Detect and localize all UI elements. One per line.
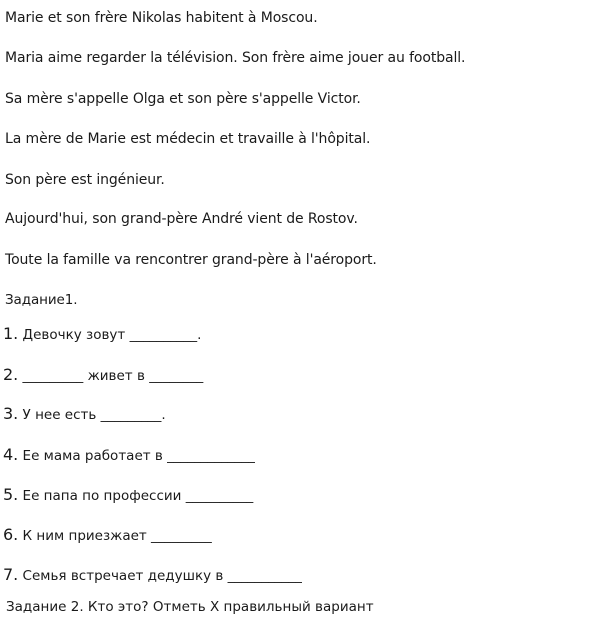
french-sentence: Aujourd'hui, son grand-père André vient de Rostov. bbox=[5, 211, 358, 227]
french-sentence: La mère de Marie est médecin et travaille à l'hôpital. bbox=[5, 131, 371, 147]
question-number: 3. bbox=[3, 404, 19, 423]
question-number: 2. bbox=[3, 365, 19, 384]
french-sentence: Sa mère s'appelle Olga et son père s'appelle Victor. bbox=[5, 91, 361, 107]
question-number: 6. bbox=[3, 525, 19, 544]
question-number: 7. bbox=[3, 565, 19, 584]
task1-title: Задание1. bbox=[5, 292, 78, 308]
question-number: 5. bbox=[3, 485, 19, 504]
task2-title: Задание 2. Кто это? Отметь Х правильный вариант bbox=[6, 599, 374, 615]
task1-question bbox=[3, 404, 166, 425]
question-text: Ее мама работает в _____________ bbox=[18, 448, 255, 464]
question-text: _________ живет в ________ bbox=[18, 368, 204, 384]
task1-question bbox=[3, 525, 212, 546]
question-text: К ним приезжает _________ bbox=[18, 528, 212, 544]
question-number: 4. bbox=[3, 445, 19, 464]
question-text: Девочку зовут __________. bbox=[18, 327, 202, 343]
question-text: Ее папа по профессии __________ bbox=[18, 488, 254, 504]
french-sentence: Son père est ingénieur. bbox=[5, 172, 165, 188]
french-sentence: Maria aime regarder la télévision. Son frère aime jouer au football. bbox=[5, 50, 466, 66]
task1-question bbox=[3, 365, 203, 386]
task1-question bbox=[3, 445, 255, 466]
question-text: У нее есть _________. bbox=[18, 407, 166, 423]
task1-question bbox=[3, 324, 201, 345]
french-sentence: Toute la famille va rencontrer grand-père à l'aéroport. bbox=[5, 252, 377, 268]
task1-question bbox=[3, 485, 253, 506]
question-text: Семья встречает дедушку в ___________ bbox=[18, 568, 302, 584]
task1-question bbox=[3, 565, 302, 586]
french-sentence: Marie et son frère Nikolas habitent à Moscou. bbox=[5, 10, 318, 26]
question-number: 1. bbox=[3, 324, 19, 343]
